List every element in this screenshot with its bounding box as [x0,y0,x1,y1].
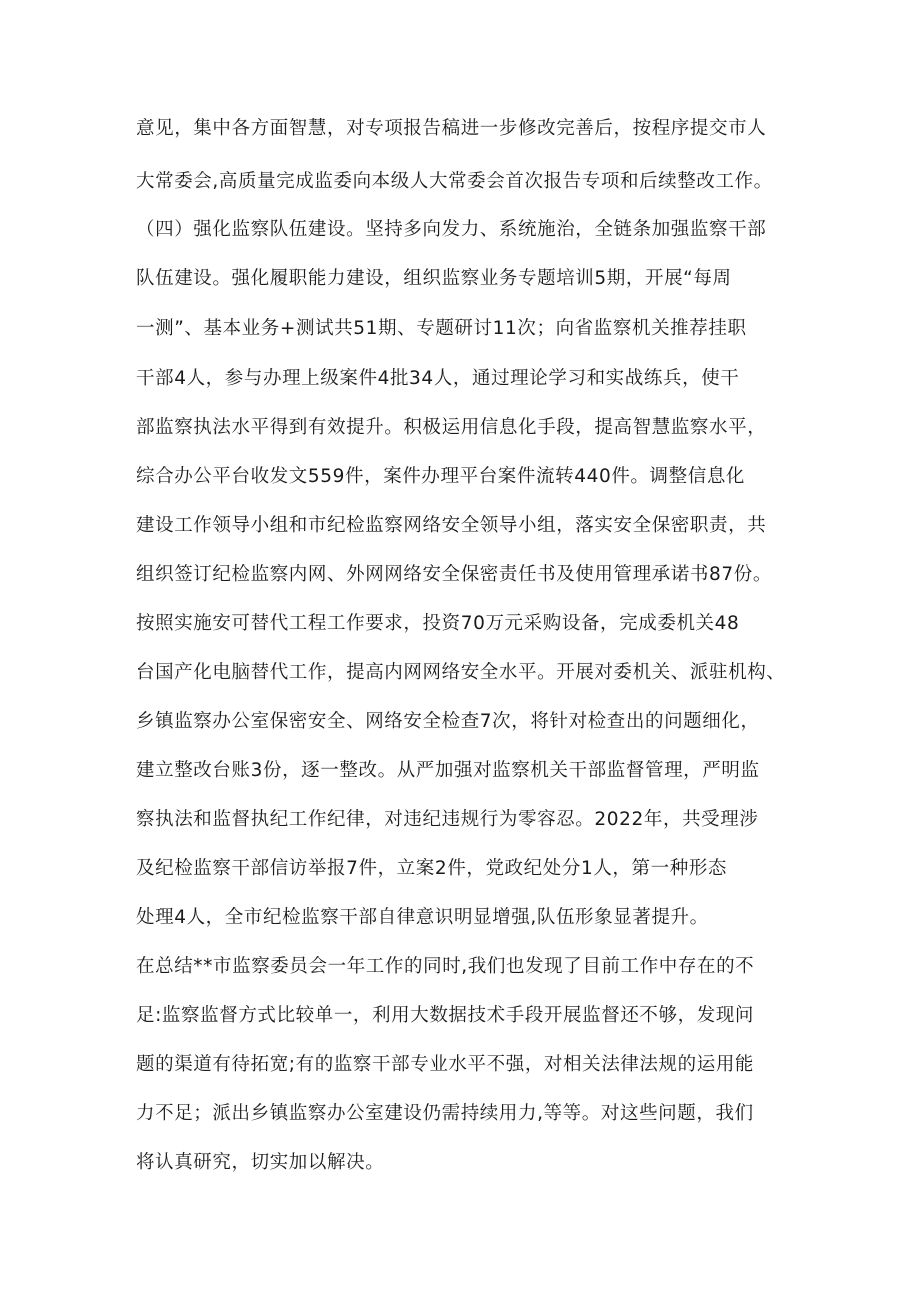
paragraph-line: 建立整改台账3份，逐一整改。从严加强对监察机关干部监督管理，严明监 [136,760,760,781]
paragraph-line: 足:监察监督方式比较单一，利用大数据技术手段开展监督还不够，发现问 [136,1005,755,1026]
paragraph-line: 题的渠道有待拓宽;有的监察干部专业水平不强，对相关法律法规的运用能 [136,1054,755,1075]
paragraph-line: 综合办公平台收发文559件，案件办理平台案件流转440件。调整信息化 [136,466,746,487]
paragraph-line: 队伍建设。强化履职能力建设，组织监察业务专题培训5期，开展“每周 [136,268,732,289]
paragraph-line: 力不足；派出乡镇监察办公室建设仍需持续用力,等等。对这些问题，我们 [136,1103,754,1124]
paragraph-line: 一测”、基本业务+测试共51期、专题研讨11次；向省监察机关推荐挂职 [136,318,747,339]
paragraph-line: 在总结**市监察委员会一年工作的同时,我们也发现了目前工作中存在的不 [136,956,755,977]
paragraph-line: 组织签订纪检监察内网、外网网络安全保密责任书及使用管理承诺书87份。 [136,564,772,585]
paragraph-line: 大常委会,高质量完成监委向本级人大常委会首次报告专项和后续整改工作。 [136,171,773,192]
paragraph-line: 建设工作领导小组和市纪检监察网络安全领导小组，落实安全保密职责，共 [136,515,767,536]
paragraph-line: 意见，集中各方面智慧，对专项报告稿进一步修改完善后，按程序提交市人 [136,118,767,139]
paragraph-line: 及纪检监察干部信访举报7件，立案2件，党政纪处分1人，第一种形态 [136,858,728,879]
section-heading-line: （四）强化监察队伍建设。坚持多向发力、系统施治，全链条加强监察干部 [136,219,767,240]
paragraph-line: 处理4人，全市纪检监察干部自律意识明显增强,队伍形象显著提升。 [136,907,709,928]
paragraph-line: 干部4人，参与办理上级案件4批34人，通过理论学习和实战练兵，使干 [136,368,740,389]
paragraph-line: 乡镇监察办公室保密安全、网络安全检查7次，将针对检查出的问题细化， [136,711,760,732]
paragraph-line: 部监察执法水平得到有效提升。积极运用信息化手段，提高智慧监察水平， [136,417,767,438]
paragraph-line: 按照实施安可替代工程工作要求，投资70万元采购设备，完成委机关48 [136,613,740,634]
paragraph-line: 将认真研究，切实加以解决。 [136,1152,385,1173]
paragraph-line: 察执法和监督执纪工作纪律，对违纪违规行为零容忍。2022年，共受理涉 [136,809,759,830]
paragraph-line: 台国产化电脑替代工作，提高内网网络安全水平。开展对委机关、派驻机构、 [136,662,786,683]
